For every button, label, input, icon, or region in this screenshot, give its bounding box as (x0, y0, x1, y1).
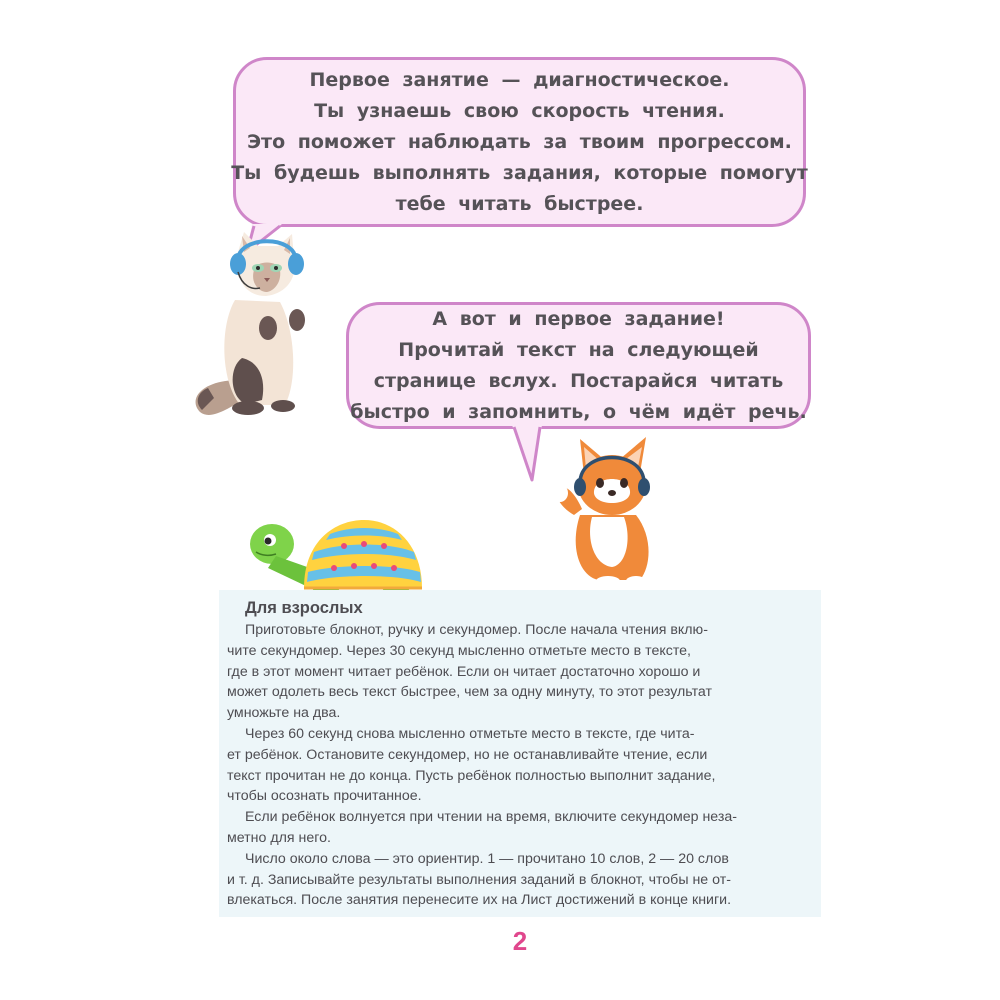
cat-with-headphones-illustration (180, 230, 320, 430)
bubble-line: быстро и запомнить, о чём идёт речь. (350, 400, 807, 423)
text-line: ет ребёнок. Остановите секундомер, но не останавливайте чтение, если (227, 746, 708, 763)
text-line: умножьте на два. (227, 705, 341, 722)
bubble-line: Прочитай текст на следующей (398, 338, 759, 361)
text-line: метно для него. (227, 829, 331, 846)
text-line: Число около слова — это ориентир. 1 — прочитано 10 слов, 2 — 20 слов (245, 850, 729, 867)
turtle-illustration (246, 512, 426, 597)
bubble-line: А вот и первое задание! (432, 307, 725, 330)
text-line: чтобы осознать прочитанное. (227, 788, 422, 805)
speech-bubble-top (233, 57, 806, 227)
page-number: 2 (512, 926, 528, 956)
adults-paragraph (227, 807, 813, 849)
adults-section-title: Для взрослых (245, 599, 363, 617)
adults-paragraph (227, 620, 813, 724)
text-line: где в этот момент читает ребёнок. Если он читает достаточно хорошо и (227, 663, 701, 680)
text-line: текст прочитан не до конца. Пусть ребёнок полностью выполнит задание, (227, 767, 716, 784)
text-line: влекаться. После занятия перенесите их на Лист достижений в конце книги. (227, 892, 732, 909)
speech-bubble-second (346, 302, 811, 429)
bubble-line: тебе читать быстрее. (395, 192, 644, 215)
bubble-line: странице вслух. Постарайся читать (373, 369, 784, 392)
text-line: Приготовьте блокнот, ручку и секундомер. После начала чтения вклю- (245, 622, 708, 638)
text-line: может одолеть весь текст быстрее, чем за одну минуту, то этот результат (227, 684, 712, 701)
bubble-line: Первое занятие — диагностическое. (309, 68, 730, 91)
text-line: чите секундомер. Через 30 секунд мысленно отметьте место в тексте, (227, 642, 692, 659)
bubble-line: Это поможет наблюдать за твоим прогрессом. (247, 130, 792, 153)
adults-paragraph (227, 849, 813, 911)
adults-info-panel (219, 590, 821, 917)
adults-paragraph (227, 724, 813, 807)
text-line: Если ребёнок волнуется при чтении на время, включите секундомер неза- (245, 809, 737, 826)
text-line: и т. д. Записывайте результаты выполнения заданий в блокнот, чтобы не от- (227, 871, 731, 888)
corgi-with-headphones-illustration (540, 435, 670, 585)
bubble-line: Ты узнаешь свою скорость чтения. (314, 99, 725, 122)
bubble-line: Ты будешь выполнять задания, которые помогут (231, 161, 808, 184)
text-line: Через 60 секунд снова мысленно отметьте место в тексте, где чита- (245, 725, 695, 742)
